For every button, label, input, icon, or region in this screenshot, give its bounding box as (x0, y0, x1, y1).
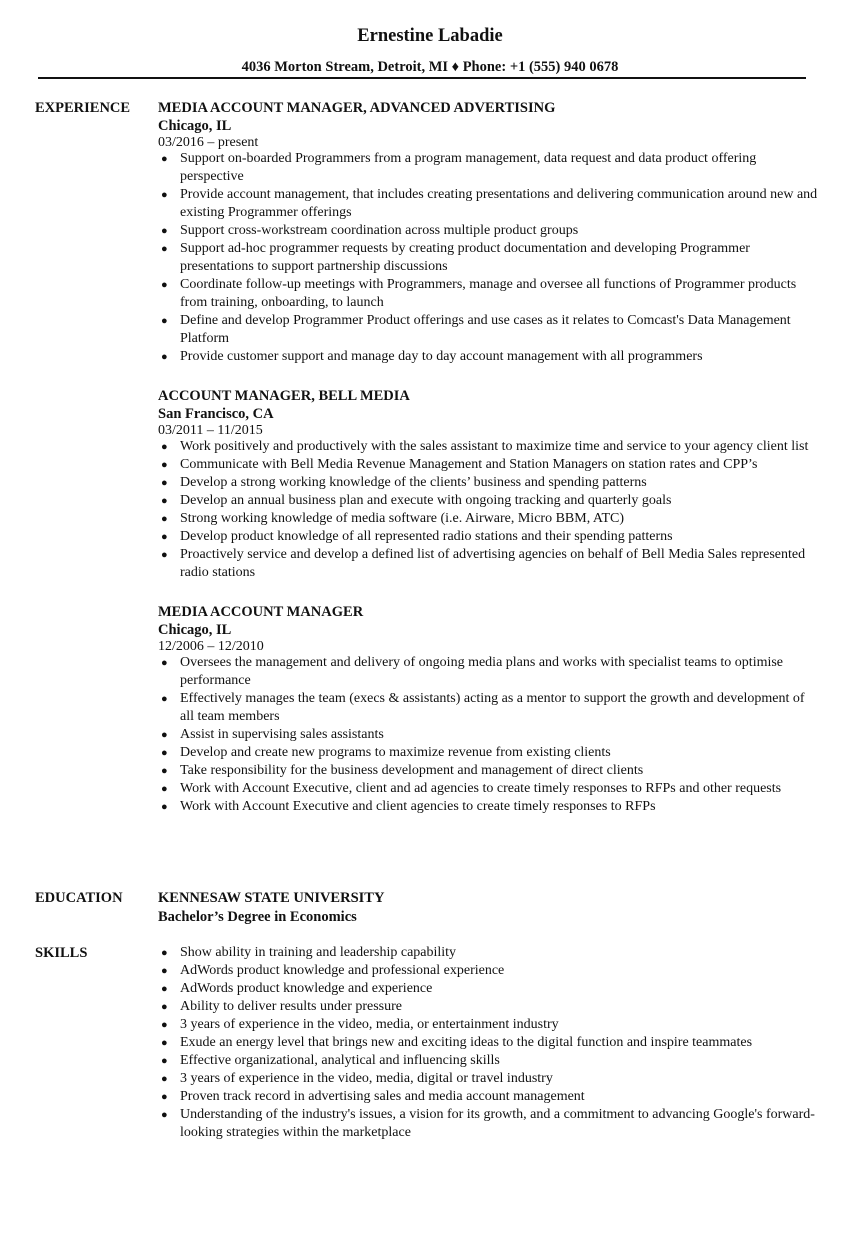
job-title: ACCOUNT MANAGER, BELL MEDIA (158, 388, 410, 404)
degree: Bachelor’s Degree in Economics (158, 909, 357, 925)
bullet-icon: ● (161, 1109, 168, 1121)
job-bullets (158, 654, 818, 816)
list-item: ● Develop product knowledge of all represented radio stations and their spending patterns (161, 529, 673, 544)
skills-body (158, 944, 818, 1142)
list-item: ● Oversees the management and delivery of ongoing media plans and works with specialist teams to optimise performance (161, 655, 784, 688)
bullet-icon: ● (161, 531, 168, 543)
job-entry (158, 603, 818, 816)
bullet-icon: ● (161, 1037, 168, 1049)
job-bullets (158, 438, 818, 582)
job-location: Chicago, IL (158, 622, 232, 638)
job-dates: 12/2006 – 12/2010 (158, 639, 264, 654)
bullet-icon: ● (161, 1091, 168, 1103)
bullet-icon: ● (161, 729, 168, 741)
bullet-icon: ● (161, 459, 168, 471)
job-dates: 03/2011 – 11/2015 (158, 423, 263, 438)
list-item: ● Show ability in training and leadership capability (161, 945, 457, 960)
bullet-icon: ● (161, 513, 168, 525)
bullet-icon: ● (161, 225, 168, 237)
bullet-icon: ● (161, 965, 168, 977)
list-item: ● Provide customer support and manage day to day account management with all programmers (161, 349, 703, 364)
bullet-icon: ● (161, 279, 168, 291)
list-item: ● Support ad-hoc programmer requests by creating product documentation and developing Programmer presentations to support partnership discussions (161, 241, 750, 274)
bullet-icon: ● (161, 153, 168, 165)
bullet-icon: ● (161, 189, 168, 201)
contact-line: 4036 Morton Stream, Detroit, MI ♦ Phone: +1 (555) 940 0678 (241, 59, 619, 75)
bullet-icon: ● (161, 783, 168, 795)
section-label-education: EDUCATION (35, 890, 123, 906)
bullet-icon: ● (161, 1019, 168, 1031)
job-location: San Francisco, CA (158, 406, 274, 422)
section-label-skills: SKILLS (35, 945, 88, 961)
list-item: ● AdWords product knowledge and professional experience (161, 963, 505, 978)
header-divider (38, 77, 806, 79)
job-dates: 03/2016 – present (158, 135, 259, 150)
bullet-icon: ● (161, 765, 168, 777)
bullet-icon: ● (161, 495, 168, 507)
bullet-icon: ● (161, 657, 168, 669)
job-title: MEDIA ACCOUNT MANAGER (158, 604, 364, 620)
skills-bullets (158, 944, 818, 1142)
bullet-icon: ● (161, 983, 168, 995)
list-item: ● Take responsibility for the business development and management of direct clients (161, 763, 644, 778)
list-item: ● Develop a strong working knowledge of the clients’ business and spending patterns (161, 475, 647, 490)
education-body (158, 889, 818, 927)
section-label-experience: EXPERIENCE (35, 100, 131, 116)
list-item: ● Effective organizational, analytical and influencing skills (161, 1053, 500, 1068)
list-item: ● Work positively and productively with the sales assistant to maximize time and service to your agency client list (161, 439, 809, 454)
job-location: Chicago, IL (158, 118, 232, 134)
bullet-icon: ● (161, 549, 168, 561)
candidate-name: Ernestine Labadie (357, 26, 503, 46)
list-item: ● Work with Account Executive, client and ad agencies to create timely responses to RFPs and other requests (161, 781, 782, 796)
bullet-icon: ● (161, 315, 168, 327)
list-item: ● Develop an annual business plan and execute with ongoing tracking and quarterly goals (161, 493, 672, 508)
experience-body (158, 99, 818, 816)
list-item: ● 3 years of experience in the video, media, or entertainment industry (161, 1017, 559, 1032)
bullet-icon: ● (161, 351, 168, 363)
bullet-icon: ● (161, 441, 168, 453)
list-item: ● Proactively service and develop a defined list of advertising agencies on behalf of Bell Media Sales represented radio stations (161, 547, 806, 580)
job-bullets (158, 150, 818, 366)
list-item: ● Proven track record in advertising sales and media account management (161, 1089, 585, 1104)
list-item: ● Ability to deliver results under pressure (161, 999, 403, 1014)
bullet-icon: ● (161, 1001, 168, 1013)
list-item: ● Communicate with Bell Media Revenue Management and Station Managers on station rates and CPP’s (161, 457, 758, 472)
bullet-icon: ● (161, 747, 168, 759)
job-title: MEDIA ACCOUNT MANAGER, ADVANCED ADVERTISING (158, 100, 556, 116)
list-item: ● Effectively manages the team (execs & assistants) acting as a mentor to support the growth and development of all team members (161, 691, 805, 724)
list-item: ● Support cross-workstream coordination across multiple product groups (161, 223, 579, 238)
job-entry (158, 99, 818, 366)
list-item: ● Support on-boarded Programmers from a program management, data request and data product offering perspective (161, 151, 757, 184)
list-item: ● Exude an energy level that brings new and exciting ideas to the digital function and inspire teammates (161, 1035, 753, 1050)
list-item: ● Assist in supervising sales assistants (161, 727, 384, 742)
bullet-icon: ● (161, 947, 168, 959)
job-entry (158, 387, 818, 582)
bullet-icon: ● (161, 1073, 168, 1085)
bullet-icon: ● (161, 801, 168, 813)
list-item: ● Work with Account Executive and client agencies to create timely responses to RFPs (161, 799, 656, 814)
list-item: ● Strong working knowledge of media software (i.e. Airware, Micro BBM, ATC) (161, 511, 625, 526)
bullet-icon: ● (161, 1055, 168, 1067)
list-item: ● Develop and create new programs to maximize revenue from existing clients (161, 745, 611, 760)
list-item: ● Coordinate follow-up meetings with Programmers, manage and oversee all functions of Programmer products from training, onboarding, to launch (161, 277, 797, 310)
bullet-icon: ● (161, 243, 168, 255)
bullet-icon: ● (161, 693, 168, 705)
list-item: ● Understanding of the industry's issues, a vision for its growth, and a commitment to advancing Google's forward-looking strategies within the marketplace (161, 1107, 815, 1140)
bullet-icon: ● (161, 477, 168, 489)
list-item: ● Define and develop Programmer Product offerings and use cases as it relates to Comcast's Data Management Platform (161, 313, 791, 346)
list-item: ● AdWords product knowledge and experience (161, 981, 433, 996)
list-item: ● Provide account management, that includes creating presentations and delivering communication around new and existing Programmer offerings (161, 187, 818, 220)
list-item: ● 3 years of experience in the video, media, digital or travel industry (161, 1071, 553, 1086)
school-name: KENNESAW STATE UNIVERSITY (158, 890, 385, 906)
